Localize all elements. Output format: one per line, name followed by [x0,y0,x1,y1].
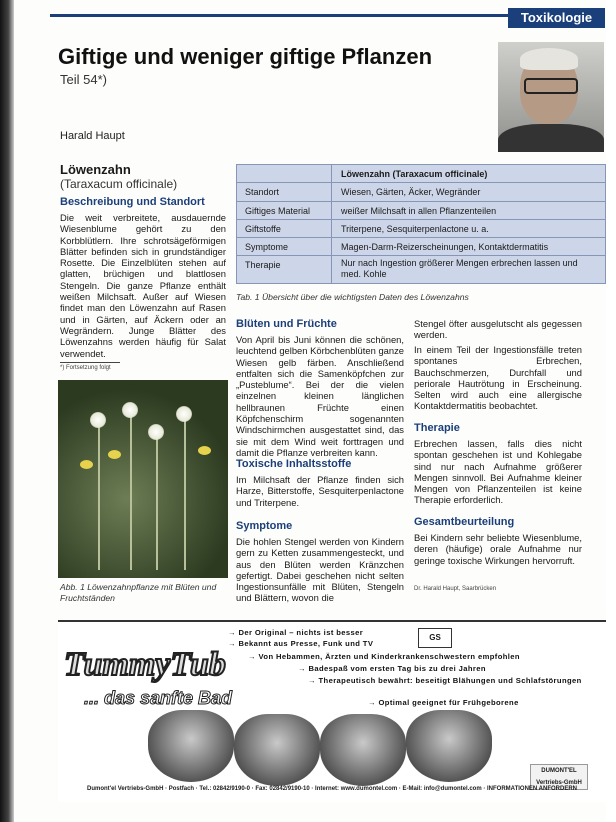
portrait-shoulders [498,124,604,152]
table-row [237,201,605,216]
photo-stem [98,420,100,570]
gs-seal-icon: GS [418,628,452,648]
table-key: Symptome [245,242,289,252]
description-text: Die weit verbreitete, ausdauernde Wiesenblume gehört zu den Korbblütlern. Ihre schrotsägeförmigen Blätter befinden sich in grundständiger Rosette. Die Einzelblüten stehen auf glatten, brüchigen und blattlosen Stengeln. Die ganze Pflanze enthält weißen Milchsaft. Außer auf Wiesen findet man den Löwenzahn auf Rasen und in Gärten, auf Äckern oder an Wegrändern. Junge Blätter des Löwenzahns werden häufig für Salat verwendet. [60,212,226,359]
bloom-text: Von April bis Juni können die schönen, leuchtend gelben Körbchenblüten ganze Wiesen gelb färben. Anschließend entfalten sich die Samenköpfchen zur „Pusteblume“. Bei der die vielen einzelnen kleinen länglichen hellbraunen Früchte einen Köpfchenschirm sogenannten Windschirmchen ausgestattet sind, das sie mit dem Wind weit forttragen und damit die Pflanze verbreiten kann. [236,334,404,458]
data-table [236,164,606,284]
author-portrait [498,42,604,152]
portrait-hair [520,48,578,70]
verdict-text: Bei Kindern sehr beliebte Wiesenblume, deren (häufige) orale Aufnahme nur geringe toxische Wirkungen hervorruft. [414,532,582,566]
photo-stem [184,415,186,570]
advertisement[interactable] [58,620,606,802]
description-heading: Beschreibung und Standort [60,196,205,208]
ad-claim: → Badespaß vom ersten Tag bis zu drei Jahren [298,664,486,673]
plant-latin-name: (Taraxacum officinale) [60,177,178,191]
article-subtitle: Teil 54*) [60,72,107,87]
author-address: Dr. Harald Haupt, Saarbrücken [414,586,497,592]
ad-claim: → Bekannt aus Presse, Funk und TV [228,639,374,648]
ad-claim: → Therapeutisch bewährt: beseitigt Blähungen und Schlafstörungen [308,676,582,685]
toxic-heading: Toxische Inhaltsstoffe [236,458,352,470]
brand-logo: DUMONT'EL Vertriebs-GmbH [530,764,588,790]
ad-slogan: ... das sanfte Bad [84,688,233,708]
ad-contact-footer: Dumont'el Vertriebs-GmbH · Postfach · Tel.: 02842/9190-0 · Fax: 02842/9190-10 · Internet: www.dumontel.com · E-Mail: info@dumontel.com · INFORMATIONEN ANFORDERN [86,786,578,792]
baby-tub-image [148,710,234,782]
article-title: Giftige und weniger giftige Pflanzen [58,44,433,69]
table-row [237,255,605,279]
table-row [237,182,605,197]
verdict-heading: Gesamtbeurteilung [414,516,515,528]
table-caption: Tab. 1 Übersicht über die wichtigsten Daten des Löwenzahns [236,292,469,302]
seed-head [90,412,106,428]
table-key: Giftstoffe [245,224,281,234]
bloom-heading: Blüten und Früchte [236,318,337,330]
table-header: Löwenzahn (Taraxacum officinale) [341,169,488,179]
dandelion-flower [198,446,211,455]
toxic-text: Im Milchsaft der Pflanze finden sich Harze, Bitterstoffe, Sesquiterpenlactone und Triterpene. [236,474,404,508]
seed-head [122,402,138,418]
tummytub-logo: TummyTub [64,646,226,683]
footnote: *) Fortsetzung folgt [60,365,111,371]
dandelion-flower [80,460,93,469]
table-value: weißer Milchsaft in allen Pflanzenteilen [341,206,497,216]
ad-claim: → Der Original – nichts ist besser [228,628,364,637]
author-name: Harald Haupt [60,130,125,142]
photo-stem [130,410,132,570]
table-key: Therapie [245,260,281,270]
baby-tub-image [320,714,406,786]
section-tag: Toxikologie [508,8,605,28]
portrait-glasses [524,78,578,94]
table-value: Triterpene, Sesquiterpenlactone u. a. [341,224,489,234]
symptoms-details: In einem Teil der Ingestionsfälle treten spontanes Erbrechen, Bauchschmerzen, Durchfall und periorale Hautrötung in Erscheinung. Selten wird auch eine allergische Kontaktdermatitis beobachtet. [414,344,582,412]
table-key: Giftiges Material [245,206,311,216]
therapy-heading: Therapie [414,422,460,434]
symptoms-continued: Stengel öfter ausgelutscht als gegessen werden. [414,318,582,341]
therapy-text: Erbrechen lassen, falls dies nicht spontan geschehen ist und Kohlegabe sind nur nach Aufnahme größerer Mengen sinnvoll. Bei Aufnahme kleiner Mengen von Pflanzenteilen ist keine Therapie erforderlich. [414,438,582,506]
table-value: Wiesen, Gärten, Äcker, Wegränder [341,187,481,197]
ad-claim: → Von Hebammen, Ärzten und Kinderkrankenschwestern empfohlen [248,652,520,661]
symptoms-text: Die hohlen Stengel werden von Kindern gern zu Ketten zusammengesteckt, und aus den Blüten werden Kränzchen gefertigt. Dabei geschehen nicht selten Ingestionsunfälle mit Blüten, Stengeln und Blättern, wovon die [236,536,404,604]
seed-head [148,424,164,440]
page-spine [0,0,14,822]
baby-tub-image [406,710,492,782]
dandelion-photo [58,380,228,578]
baby-tub-image [234,714,320,786]
dandelion-flower [108,450,121,459]
table-value: Magen-Darm-Reizerscheinungen, Kontaktdermatitis [341,242,549,252]
table-row [237,219,605,234]
plant-name: Löwenzahn [60,162,131,177]
photo-caption: Abb. 1 Löwenzahnpflanze mit Blüten und Fruchtständen [60,582,217,603]
photo-stem [156,430,158,570]
footnote-rule [60,362,120,363]
ad-claim: → Optimal geeignet für Frühgeborene [368,698,519,707]
table-row [237,237,605,252]
seed-head [176,406,192,422]
table-key: Standort [245,187,280,197]
table-value: Nur nach Ingestion größerer Mengen erbrechen lassen und med. Kohle [341,258,578,279]
symptoms-heading: Symptome [236,520,293,532]
